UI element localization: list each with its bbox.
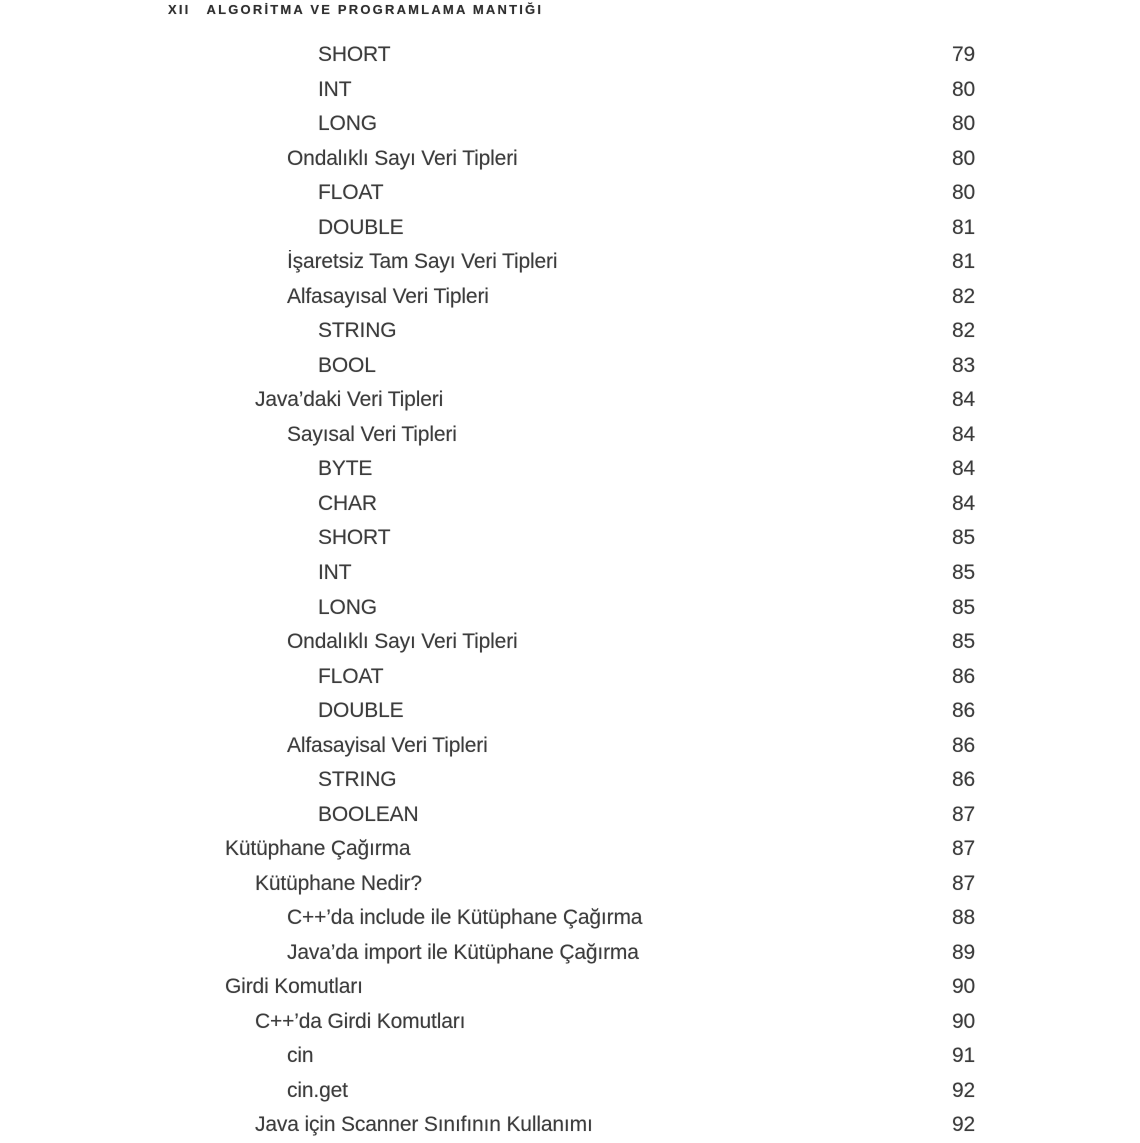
toc-entry-label: INT	[318, 560, 352, 584]
toc-entry-page: 82	[951, 319, 975, 343]
toc-entry-label: STRING	[318, 768, 397, 792]
toc-entry-label: Java’da import ile Kütüphane Çağırma	[287, 940, 639, 964]
toc-entry-label: CHAR	[318, 491, 377, 515]
toc-entry-label: Kütüphane Nedir?	[255, 871, 422, 895]
toc-entry	[225, 452, 975, 487]
toc-entry-page: 91	[951, 1044, 975, 1068]
toc-entry	[225, 521, 975, 556]
toc-entry	[225, 728, 975, 763]
toc-entry-label: BOOL	[318, 353, 376, 377]
toc-entry	[225, 314, 975, 349]
toc-entry-label: FLOAT	[318, 664, 384, 688]
toc-entry	[225, 797, 975, 832]
toc-entry-page: 86	[951, 733, 975, 757]
toc-entry-label: SHORT	[318, 43, 391, 67]
toc-entry-page: 92	[951, 1078, 975, 1102]
toc-entry	[225, 142, 975, 177]
toc-entry-label: Java’daki Veri Tipleri	[255, 388, 444, 412]
toc-entry-label: Girdi Komutları	[225, 975, 363, 999]
toc-entry-page: 85	[951, 595, 975, 619]
toc-entry-page: 86	[951, 768, 975, 792]
toc-entry-page: 84	[951, 457, 975, 481]
toc-entry	[225, 659, 975, 694]
toc-entry	[225, 625, 975, 660]
toc-entry-page: 80	[951, 77, 975, 101]
toc-entry	[225, 107, 975, 142]
toc-entry	[225, 556, 975, 591]
toc-entry	[225, 383, 975, 418]
toc-entry-page: 81	[951, 215, 975, 239]
toc-entry-page: 80	[951, 112, 975, 136]
toc-entry-page: 88	[951, 906, 975, 930]
page-number-roman: XII	[168, 2, 191, 17]
toc-entry	[225, 211, 975, 246]
toc-entry	[225, 866, 975, 901]
toc-entry-page: 80	[951, 146, 975, 170]
toc-entry-page: 92	[951, 1113, 975, 1137]
toc-entry	[225, 245, 975, 280]
toc-entry-label: BOOLEAN	[318, 802, 419, 826]
toc-entry	[225, 1108, 975, 1143]
toc-entry-label: Kütüphane Çağırma	[225, 837, 411, 861]
toc-entry-page: 87	[951, 837, 975, 861]
toc-entry-page: 90	[951, 1009, 975, 1033]
toc-entry	[225, 970, 975, 1005]
toc-entry	[225, 176, 975, 211]
toc-entry	[225, 1004, 975, 1039]
toc-entry-label: FLOAT	[318, 181, 384, 205]
toc-entry-page: 87	[951, 871, 975, 895]
toc-entry-page: 81	[951, 250, 975, 274]
book-title: ALGORİTMA VE PROGRAMLAMA MANTIĞI	[206, 2, 544, 17]
toc-entry-page: 83	[951, 353, 975, 377]
toc-entry-label: cin	[287, 1044, 314, 1068]
toc-entry	[225, 349, 975, 384]
toc-entry-page: 84	[951, 491, 975, 515]
toc-entry	[225, 1039, 975, 1074]
toc-entry-label: Ondalıklı Sayı Veri Tipleri	[287, 630, 518, 654]
toc-entry-page: 87	[951, 802, 975, 826]
toc-entry-label: BYTE	[318, 457, 373, 481]
toc-entry-label: STRING	[318, 319, 397, 343]
table-of-contents	[225, 38, 975, 1143]
toc-entry	[225, 418, 975, 453]
toc-entry-page: 85	[951, 526, 975, 550]
toc-entry	[225, 832, 975, 867]
toc-entry	[225, 487, 975, 522]
toc-entry-page: 90	[951, 975, 975, 999]
toc-entry-label: INT	[318, 77, 352, 101]
toc-entry	[225, 935, 975, 970]
toc-entry-page: 85	[951, 630, 975, 654]
toc-entry	[225, 694, 975, 729]
toc-entry-label: DOUBLE	[318, 215, 404, 239]
toc-entry	[225, 280, 975, 315]
toc-entry-page: 86	[951, 664, 975, 688]
toc-entry-page: 85	[951, 560, 975, 584]
toc-entry-label: Sayısal Veri Tipleri	[287, 422, 457, 446]
toc-entry-page: 84	[951, 422, 975, 446]
toc-entry-label: Java için Scanner Sınıfının Kullanımı	[255, 1113, 593, 1137]
toc-entry-label: İşaretsiz Tam Sayı Veri Tipleri	[287, 250, 558, 274]
toc-entry	[225, 38, 975, 73]
toc-entry	[225, 1073, 975, 1108]
toc-entry-label: C++’da include ile Kütüphane Çağırma	[287, 906, 643, 930]
toc-entry	[225, 763, 975, 798]
toc-entry-label: Alfasayisal Veri Tipleri	[287, 733, 488, 757]
toc-entry-label: LONG	[318, 112, 377, 136]
toc-entry-page: 80	[951, 181, 975, 205]
toc-entry-page: 89	[951, 940, 975, 964]
toc-entry-page: 79	[951, 43, 975, 67]
toc-entry	[225, 73, 975, 108]
toc-entry-page: 84	[951, 388, 975, 412]
running-header	[168, 2, 543, 17]
toc-entry-page: 82	[951, 284, 975, 308]
toc-entry-label: Alfasayısal Veri Tipleri	[287, 284, 489, 308]
toc-entry	[225, 590, 975, 625]
toc-entry-label: C++’da Girdi Komutları	[255, 1009, 466, 1033]
toc-entry-label: Ondalıklı Sayı Veri Tipleri	[287, 146, 518, 170]
toc-entry	[225, 901, 975, 936]
toc-entry-label: DOUBLE	[318, 699, 404, 723]
toc-entry-label: cin.get	[287, 1078, 348, 1102]
toc-entry-label: LONG	[318, 595, 377, 619]
toc-entry-label: SHORT	[318, 526, 391, 550]
toc-entry-page: 86	[951, 699, 975, 723]
